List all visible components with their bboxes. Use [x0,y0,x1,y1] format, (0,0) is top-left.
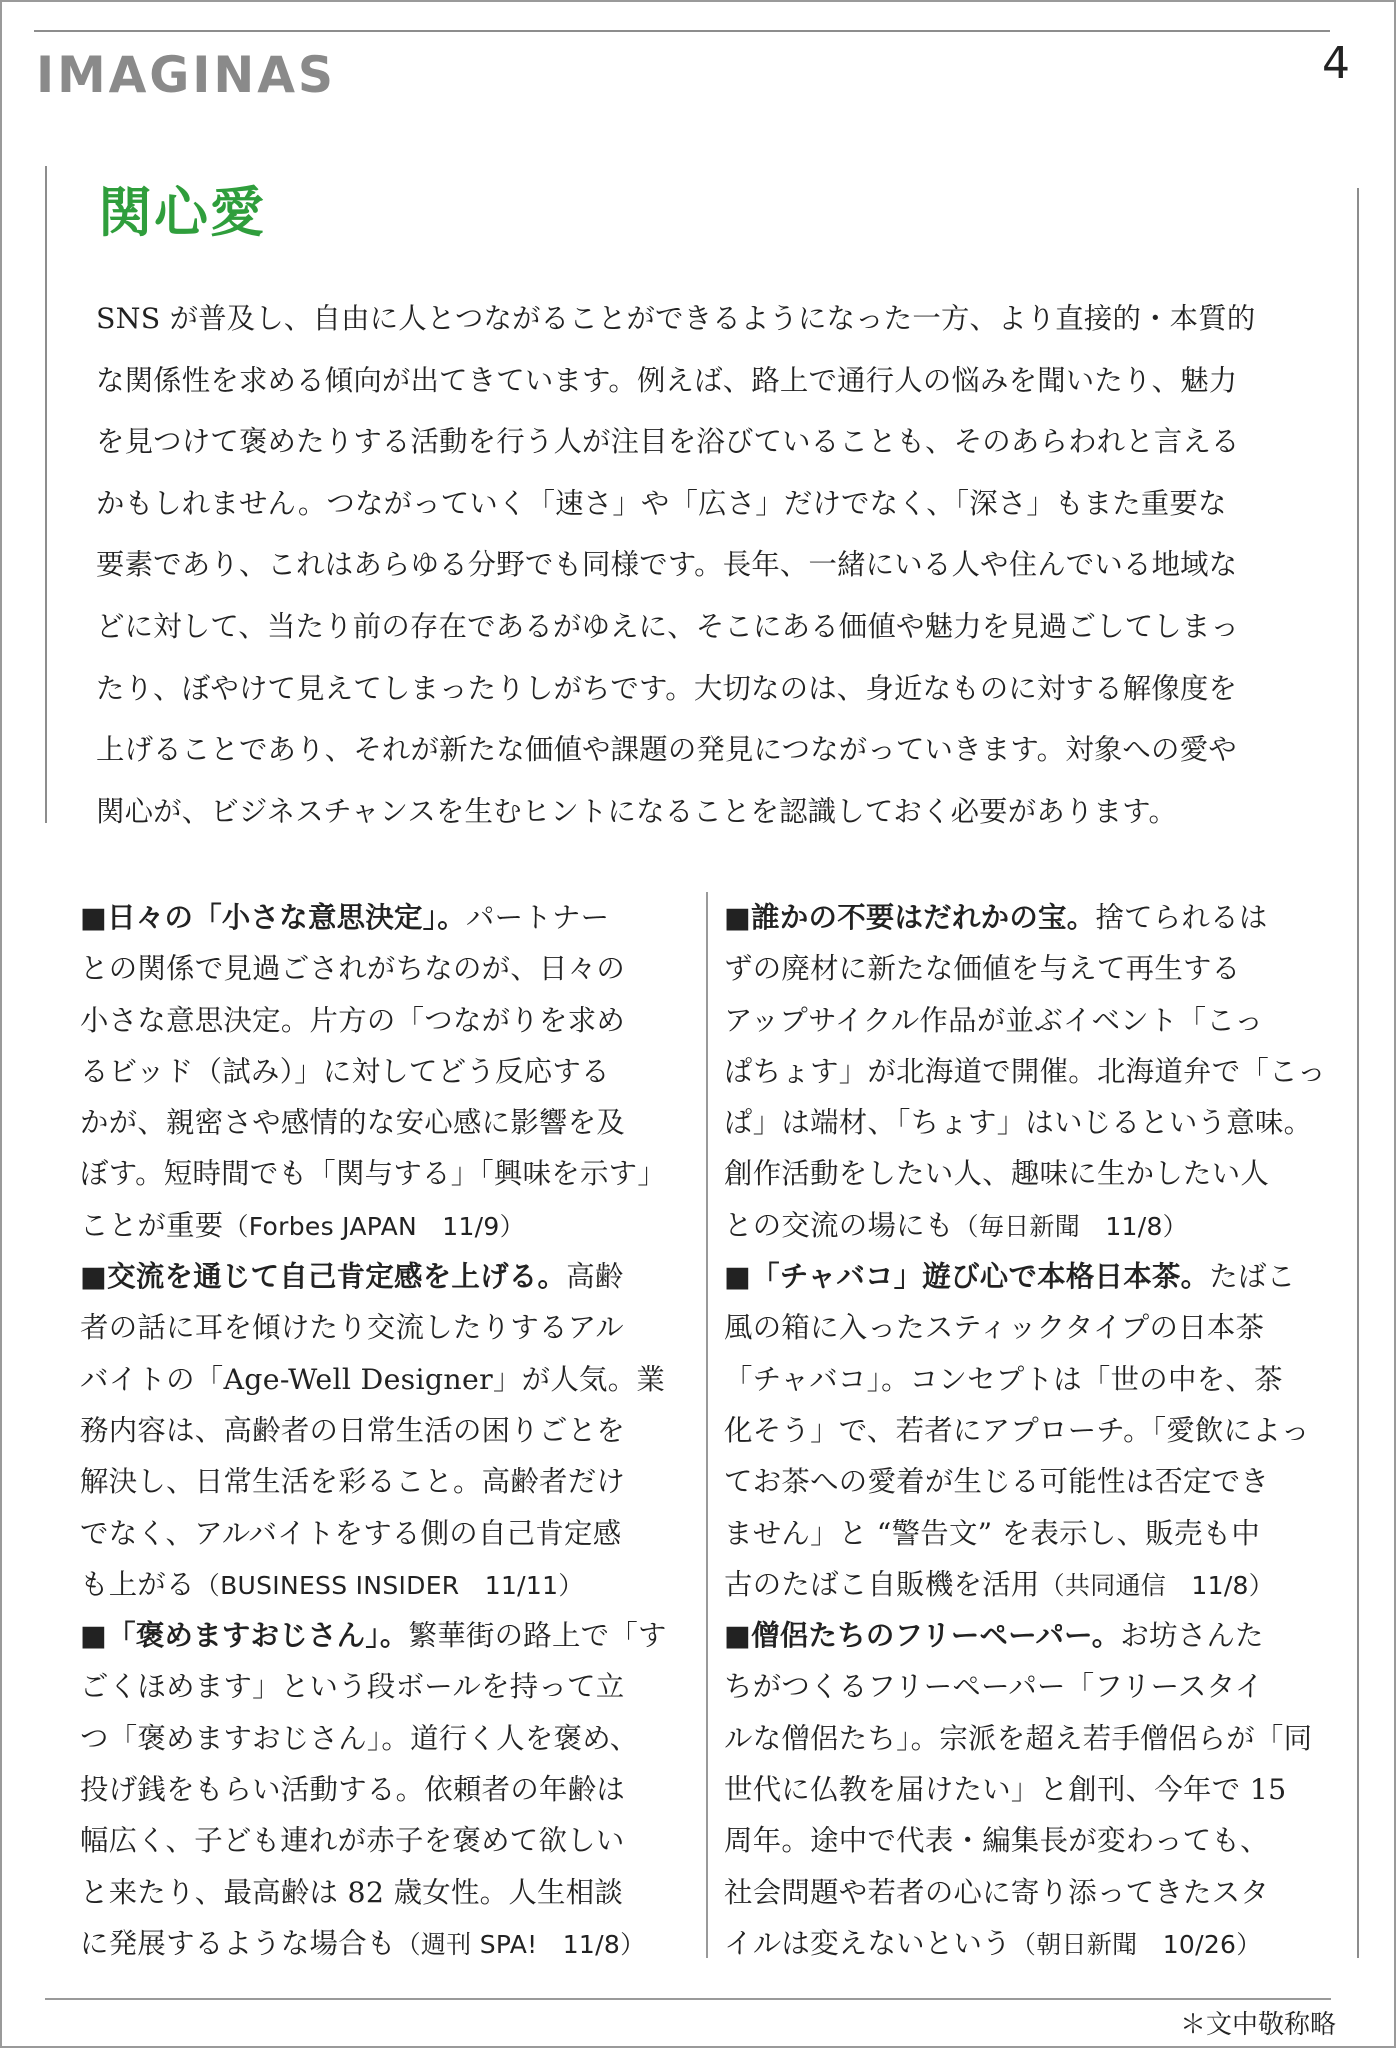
news-first-line [724,1251,1334,1302]
news-text: ことが重要 [80,1208,224,1242]
news-line: かが、親密さや感情的な安心感に影響を及 [80,1106,626,1140]
news-line: ぱ」は端材、「ちょす」はいじるという意味。 [724,1106,1313,1140]
news-line: と来たり、最高齢は 82 歳女性。人生相談 [80,1875,624,1909]
news-line: アップサイクル作品が並ぶイベント「こっ [724,1003,1264,1037]
intro-line: SNS が普及し、自由に人とつながることができるようになった一方、より直接的・本質的 [96,302,1256,335]
news-first-line [80,892,670,943]
news-line: バイトの「Age-Well Designer」が人気。業 [80,1362,666,1396]
intro-line: かもしれません。つながっていく「速さ」や「広さ」だけでなく、「深さ」もまた重要な [96,486,1227,520]
news-line: との関係で見過ごされがちなのが、日々の [80,952,626,986]
news-line: ルな僧侶たち」。宗派を超え若手僧侶らが「同 [724,1721,1313,1755]
footnote: ＊文中敬称略 [1179,2010,1336,2040]
column-divider [706,892,708,1958]
news-first-line [80,1251,670,1302]
news-item [724,1251,1334,1610]
header-rule [34,30,1330,32]
news-column-left [80,892,670,1969]
news-line: 者の話に耳を傾けたり交流したりするアル [80,1311,624,1345]
news-line: 幅広く、子ども連れが赤子を褒めて欲しい [80,1824,625,1858]
news-line: 小さな意思決定。片方の「つながりを求め [80,1003,626,1037]
news-text: 繁華街の路上で「す [408,1619,667,1653]
news-line: ちがつくるフリーペーパー「フリースタイ [724,1670,1264,1704]
intro-line: 上げることであり、それが新たな価値や課題の発見につながっていきます。対象への愛や [96,733,1237,767]
news-last-line [724,1200,1334,1251]
news-item [724,1610,1334,1969]
news-last-line [724,1918,1334,1969]
news-last-line [724,1559,1334,1610]
news-item [80,1610,670,1969]
news-text: お坊さんた [1120,1619,1264,1653]
news-headline: ■誰かの不要はだれかの宝。 [724,901,1096,934]
news-line: でなく、アルバイトをする側の自己肯定感 [80,1516,622,1550]
news-text: 古のたばこ自販機を活用 [724,1567,1040,1601]
news-last-line [80,1200,670,1251]
news-item [80,892,670,1251]
news-line: てお茶への愛着が生じる可能性は否定でき [724,1465,1270,1499]
news-headline: ■僧侶たちのフリーペーパー。 [724,1619,1121,1653]
frame-line-left [45,166,47,823]
news-text: に発展するような場合も [80,1926,396,1960]
intro-line: どに対して、当たり前の存在であるがゆえに、そこにある価値や魅力を見過ごしてしまっ [96,609,1240,643]
intro-line: たり、ぼやけて見えてしまったりしがちです。大切なのは、身近なものに対する解像度を [96,671,1238,705]
news-text: たばこ [1209,1260,1296,1294]
news-line: ずの廃材に新たな価値を与えて再生する [724,952,1241,986]
news-source: （Forbes JAPAN 11/9） [223,1211,525,1241]
news-line: 風の箱に入ったスティックタイプの日本茶 [724,1311,1265,1345]
news-column-right [724,892,1334,1969]
news-item [80,1251,670,1610]
logo-text: IMAGINAS [36,48,336,100]
news-line: 投げ銭をもらい活動する。依頼者の年齢は [80,1773,626,1807]
news-text: パートナー [465,901,610,934]
news-line: 務内容は、高齢者の日常生活の困りごとを [80,1413,626,1447]
page-number: 4 [1322,38,1350,89]
news-last-line [80,1559,670,1610]
news-source: （週刊 SPA! 11/8） [395,1929,646,1959]
news-text: 高齢 [566,1260,624,1294]
imaginas-logo [36,48,340,100]
news-line: つ「褒めますおじさん」。道行く人を褒め、 [80,1721,639,1755]
news-line: るビッド（試み）」に対してどう反応する [80,1054,610,1088]
news-line: ぼす。短時間でも「関与する」「興味を示す」 [80,1157,667,1191]
news-source: （毎日新聞 11/8） [953,1211,1188,1241]
news-line: ぱちょす」が北海道で開催。北海道弁で「こっ [724,1054,1326,1088]
news-line: ません」と “警告文” を表示し、販売も中 [724,1516,1261,1550]
news-first-line [724,892,1334,943]
frame-line-right [1357,188,1359,1958]
footer-rule [45,1998,1331,2000]
news-text: イルは変えないという [724,1926,1011,1960]
news-headline: ■「チャバコ」遊び心で本格日本茶。 [724,1260,1210,1294]
news-line: 化そう」で、若者にアプローチ。「愛飲によっ [724,1413,1310,1447]
news-first-line [80,1610,670,1661]
news-text: も上がる [80,1567,195,1601]
news-headline: ■「褒めますおじさん」。 [80,1619,409,1653]
news-line: 社会問題や若者の心に寄り添ってきたスタ [724,1875,1270,1909]
news-headline: ■交流を通じて自己肯定感を上げる。 [80,1260,567,1294]
news-line: 「チャバコ」。コンセプトは「世の中を、茶 [724,1362,1283,1396]
news-text: との交流の場にも [724,1208,954,1242]
section-title: 関心愛 [98,181,266,244]
intro-line: 要素であり、これはあらゆる分野でも同様です。長年、一緒にいる人や住んでいる地域な [96,548,1238,582]
news-source: （朝日新聞 10/26） [1010,1929,1262,1959]
news-source: （BUSINESS INSIDER 11/11） [194,1570,584,1600]
news-line: ごくほめます」という段ボールを持って立 [80,1670,625,1704]
news-line: 解決し、日常生活を彩ること。高齢者だけ [80,1465,626,1499]
intro-paragraph [96,288,1322,842]
news-item [724,892,1334,1251]
intro-line: な関係性を求める傾向が出てきています。例えば、路上で通行人の悩みを聞いたり、魅力 [96,363,1238,397]
news-headline: ■日々の「小さな意思決定」。 [80,901,466,934]
intro-line: 関心が、ビジネスチャンスを生むヒントになることを認識しておく必要があります。 [96,794,1178,828]
intro-line: を見つけて褒めたりする活動を行う人が注目を浴びていることも、そのあらわれと言える [96,425,1240,459]
news-line: 世代に仏教を届けたい」と創刊、今年で 15 [724,1773,1287,1807]
news-line: 創作活動をしたい人、趣味に生かしたい人 [724,1157,1270,1191]
news-source: （共同通信 11/8） [1039,1570,1275,1600]
news-first-line [724,1610,1334,1661]
news-last-line [80,1918,670,1969]
news-line: 周年。途中で代表・編集長が変わっても、 [724,1824,1269,1858]
news-text: 捨てられるは [1095,901,1268,934]
